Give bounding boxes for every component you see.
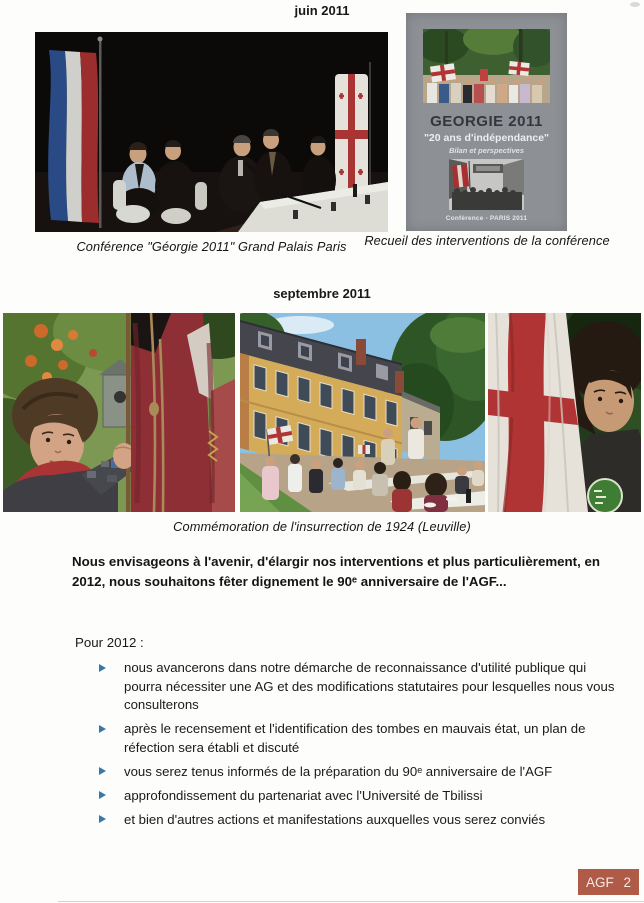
list-item-text: vous serez tenus informés de la préparation du 90ᵉ anniversaire de l'AGF [124,763,553,779]
list-item [99,811,623,830]
heading-septembre-2011: septembre 2011 [273,286,371,301]
book-cover-footer: Conférence - PARIS 2011 [445,215,528,222]
list-item [99,763,623,782]
caption-recueil: Recueil des interventions de la conférence [364,233,610,248]
caption-conference: Conférence "Géorgie 2011" Grand Palais Paris [76,239,347,254]
book-cover-title: GEORGIE 2011 [430,113,543,130]
list-item-text: et bien d'autres actions et manifestations auxquelles vous serez conviés [124,811,546,827]
list-item [99,659,623,715]
boy-with-flag-photo [3,313,235,512]
book-cover-subtitle: "20 ans d'indépendance" [423,132,550,144]
plan-2012-list [99,659,623,835]
list-item-text: approfondissement du partenariat avec l'Université de Tbilissi [124,787,483,803]
plan-2012-label: Pour 2012 : [75,635,144,650]
heading-juin-2011: juin 2011 [294,3,350,18]
conference-panel-photo [35,32,388,232]
arrow-bullet-icon [99,791,124,799]
leuville-house-crowd-photo [240,313,485,512]
boy-with-georgian-flag-photo [488,313,641,512]
book-cover-recueil [406,13,567,231]
book-cover-tagline: Bilan et perspectives [448,146,525,155]
list-item [99,787,623,806]
badge-page-number: 2 [623,874,631,890]
intro-paragraph: Nous envisageons à l'avenir, d'élargir nos interventions et plus particulièrement, en 2012, nous souhaitons fêter dignement le 90ᵉ anniversaire de l'AGF... [72,554,601,589]
arrow-bullet-icon [99,664,124,672]
book-cover-crowd-photo [423,29,550,103]
conference-photo-art [35,32,388,232]
list-item-text: après le recensement et l'identification des tombes en mauvais état, un plan de réfection sera établi et discuté [124,721,586,755]
arrow-bullet-icon [99,767,124,775]
book-cover-bw-photo [449,159,524,210]
arrow-bullet-icon [99,725,124,733]
badge-label: AGF [586,874,614,890]
list-item [99,720,623,757]
scan-edge-artifact [58,901,644,903]
page-number-badge [578,869,639,895]
caption-commemoration: Commémoration de l'insurrection de 1924 (Leuville) [173,519,471,534]
list-item-text: nous avancerons dans notre démarche de reconnaissance d'utilité publique qui pourra nécessiter une AG et des modifications statutaires pour lesquelles nous vous consulterons [124,660,615,712]
scan-smudge-artifact [630,2,640,7]
arrow-bullet-icon [99,815,124,823]
